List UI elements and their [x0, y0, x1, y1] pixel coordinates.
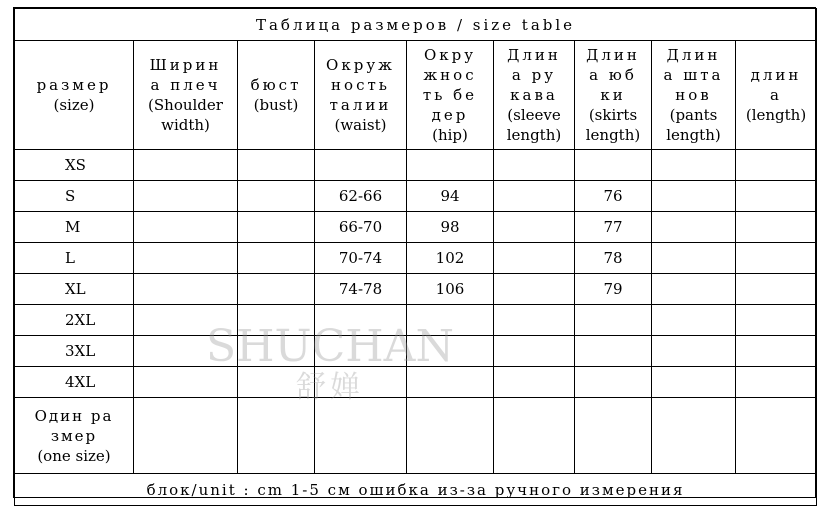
cell-sleeve	[494, 274, 575, 305]
table-row	[15, 367, 817, 398]
header-sleeve-en: (sleeve length)	[506, 106, 562, 144]
cell-sleeve	[494, 336, 575, 367]
cell-hip	[407, 367, 494, 398]
table-cell	[315, 398, 407, 474]
header-shoulder	[134, 41, 238, 150]
table-row	[15, 305, 817, 336]
cell-hip	[407, 336, 494, 367]
header-skirt-en: (skirts length)	[585, 106, 641, 144]
header-hip-ru: Окру жнос ть бе дер	[422, 46, 478, 124]
size-label: 3XL	[15, 336, 134, 367]
cell-hip: 102	[407, 243, 494, 274]
cell-pants	[652, 274, 736, 305]
header-waist	[315, 41, 407, 150]
cell-length	[736, 367, 817, 398]
header-shoulder-ru: Ширин а плеч	[149, 56, 222, 94]
cell-skirt: 79	[575, 274, 652, 305]
header-sleeve	[494, 41, 575, 150]
cell-length	[736, 150, 817, 181]
table-row	[15, 181, 817, 212]
header-size-en: (size)	[53, 96, 95, 114]
cell-sleeve	[494, 367, 575, 398]
cell-bust	[238, 243, 315, 274]
header-skirt-ru: Длин а юб ки	[586, 46, 640, 104]
table-row	[15, 212, 817, 243]
header-waist-en: (waist)	[334, 116, 387, 134]
cell-shoulder	[134, 212, 238, 243]
table-row	[15, 243, 817, 274]
table-row	[15, 274, 817, 305]
table-row	[15, 150, 817, 181]
cell-bust	[238, 181, 315, 212]
cell-shoulder	[134, 336, 238, 367]
cell-length	[736, 181, 817, 212]
cell-waist: 70-74	[315, 243, 407, 274]
cell-pants	[652, 367, 736, 398]
table-title: Таблица размеров / size table	[15, 9, 817, 41]
cell-waist: 62-66	[315, 181, 407, 212]
header-length-ru: длин а	[750, 66, 802, 104]
cell-hip: 98	[407, 212, 494, 243]
cell-sleeve	[494, 243, 575, 274]
one-size-label	[15, 398, 134, 474]
cell-waist	[315, 150, 407, 181]
table-cell	[407, 398, 494, 474]
footer-note: блок/unit : cm 1-5 см ошибка из-за ручного измерения	[15, 474, 817, 506]
cell-skirt: 77	[575, 212, 652, 243]
header-hip-en: (hip)	[432, 126, 468, 144]
one-size-en: (one size)	[37, 446, 111, 465]
cell-waist	[315, 305, 407, 336]
cell-sleeve	[494, 150, 575, 181]
cell-hip: 94	[407, 181, 494, 212]
size-label: XS	[15, 150, 134, 181]
cell-bust	[238, 212, 315, 243]
header-shoulder-en: (Shoulder width)	[148, 96, 223, 134]
cell-waist: 66-70	[315, 212, 407, 243]
size-label: L	[15, 243, 134, 274]
header-pants-ru: Длин а шта нов	[663, 46, 724, 104]
cell-shoulder	[134, 181, 238, 212]
cell-pants	[652, 212, 736, 243]
size-table-frame	[13, 7, 816, 498]
header-skirt	[575, 41, 652, 150]
header-bust-ru: бюст	[250, 76, 302, 94]
cell-hip: 106	[407, 274, 494, 305]
header-sleeve-ru: Длин а ру кава	[507, 46, 561, 104]
cell-bust	[238, 274, 315, 305]
cell-shoulder	[134, 305, 238, 336]
table-cell	[238, 398, 315, 474]
cell-shoulder	[134, 150, 238, 181]
header-length	[736, 41, 817, 150]
size-label: M	[15, 212, 134, 243]
one-size-ru: Один ра змер	[34, 406, 114, 445]
cell-skirt: 78	[575, 243, 652, 274]
header-row	[15, 41, 817, 150]
header-length-en: (length)	[745, 106, 807, 124]
header-bust-en: (bust)	[253, 96, 299, 114]
table-cell	[494, 398, 575, 474]
size-label: S	[15, 181, 134, 212]
cell-length	[736, 212, 817, 243]
size-label: 2XL	[15, 305, 134, 336]
cell-waist: 74-78	[315, 274, 407, 305]
cell-skirt	[575, 367, 652, 398]
header-bust	[238, 41, 315, 150]
cell-bust	[238, 150, 315, 181]
cell-sleeve	[494, 212, 575, 243]
cell-hip	[407, 150, 494, 181]
table-cell	[652, 398, 736, 474]
cell-sleeve	[494, 181, 575, 212]
size-label: XL	[15, 274, 134, 305]
watermark-latin: SHUCHAN	[206, 321, 454, 372]
header-pants	[652, 41, 736, 150]
cell-length	[736, 336, 817, 367]
cell-waist	[315, 336, 407, 367]
table-cell	[736, 398, 817, 474]
cell-skirt	[575, 336, 652, 367]
cell-bust	[238, 367, 315, 398]
cell-skirt	[575, 150, 652, 181]
cell-length	[736, 243, 817, 274]
cell-shoulder	[134, 367, 238, 398]
cell-pants	[652, 181, 736, 212]
header-size-ru: размер	[36, 76, 112, 94]
cell-length	[736, 274, 817, 305]
cell-shoulder	[134, 274, 238, 305]
table-cell	[575, 398, 652, 474]
size-table	[14, 8, 817, 506]
cell-sleeve	[494, 305, 575, 336]
cell-length	[736, 305, 817, 336]
cell-pants	[652, 150, 736, 181]
cell-pants	[652, 243, 736, 274]
table-body	[15, 150, 817, 398]
cell-skirt: 76	[575, 181, 652, 212]
table-row	[15, 336, 817, 367]
cell-pants	[652, 305, 736, 336]
cell-bust	[238, 305, 315, 336]
cell-shoulder	[134, 243, 238, 274]
cell-pants	[652, 336, 736, 367]
cell-waist	[315, 367, 407, 398]
watermark-cjk: 舒婵	[296, 370, 364, 405]
header-waist-ru: Окруж ность талии	[326, 56, 395, 114]
cell-skirt	[575, 305, 652, 336]
header-hip	[407, 41, 494, 150]
header-size	[15, 41, 134, 150]
header-pants-en: (pants length)	[666, 106, 721, 144]
table-row-one-size	[15, 398, 817, 474]
cell-bust	[238, 336, 315, 367]
cell-hip	[407, 305, 494, 336]
table-cell	[134, 398, 238, 474]
size-label: 4XL	[15, 367, 134, 398]
